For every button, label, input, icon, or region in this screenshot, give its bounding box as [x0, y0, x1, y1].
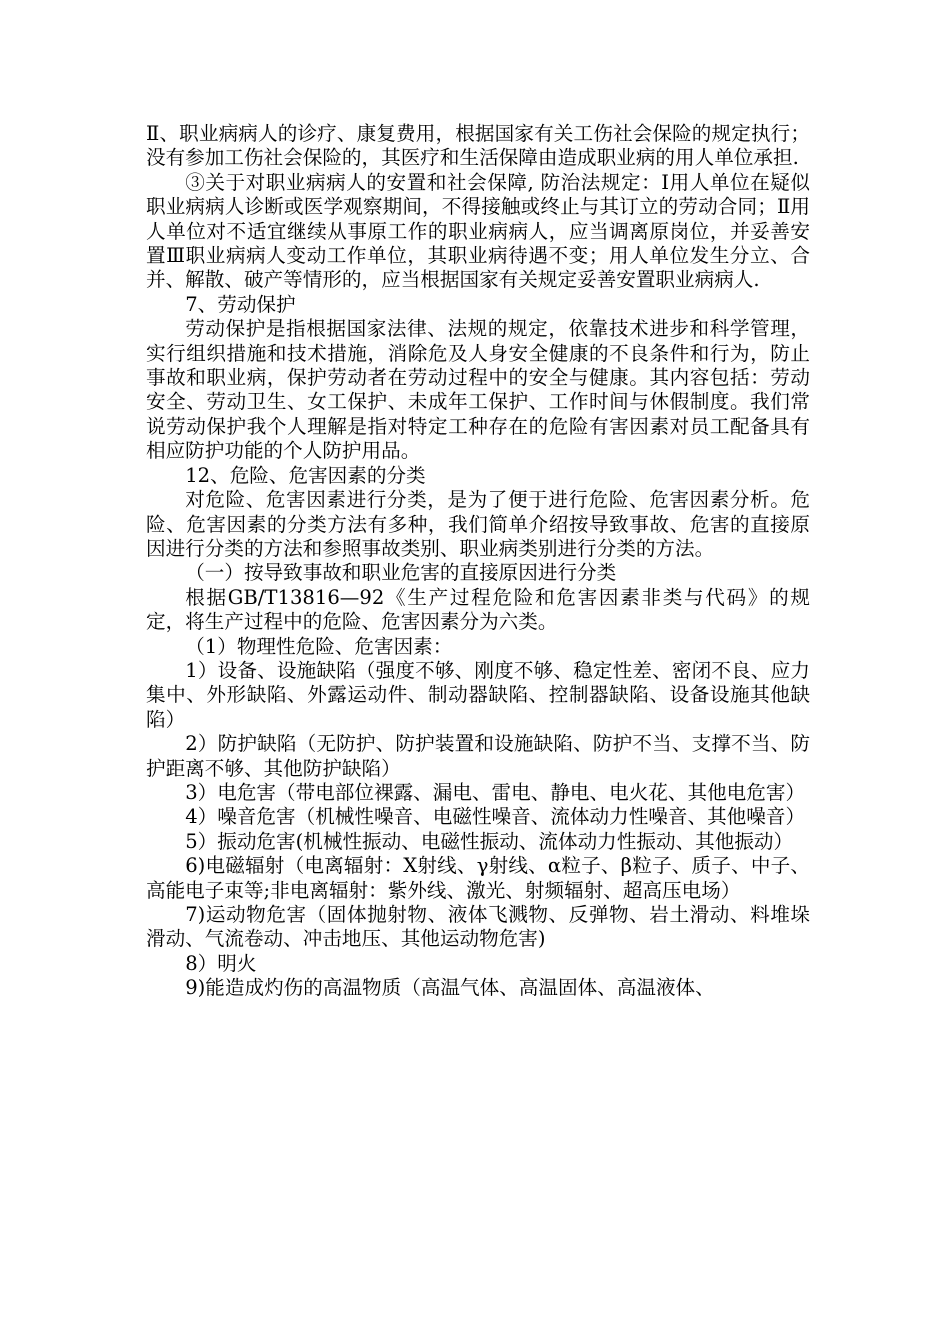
paragraph: Ⅱ、职业病病人的诊疗、康复费用，根据国家有关工伤社会保险的规定执行；没有参加工伤社会保险的，其医疗和生活保障由造成职业病的用人单位承担. — [146, 122, 810, 170]
list-item: 5）振动危害(机械性振动、电磁性振动、流体动力性振动、其他振动） — [185, 829, 794, 853]
list-item: 2）防护缺陷（无防护、防护装置和设施缺陷、防护不当、支撑不当、防护距离不够、其他防护缺陷） — [146, 732, 810, 780]
list-item: 9)能造成灼伤的高温物质（高温气体、高温固体、高温液体、 — [185, 976, 715, 1000]
paragraph: 劳动保护是指根据国家法律、法规的规定，依靠技术进步和科学管理，实行组织措施和技术措施，消除危及人身安全健康的不良条件和行为，防止事故和职业病，保护劳动者在劳动过程中的安全与健康。其内容包括：劳动安全、劳动卫生、女工保护、未成年工保护、工作时间与休假制度。我们常说劳动保护我个人理解是指对特定工种存在的危险有害因素对员工配备具有相应防护功能的个人防护用品。 — [146, 317, 810, 463]
document-body — [146, 122, 810, 1001]
list-item: 3）电危害（带电部位裸露、漏电、雷电、静电、电火花、其他电危害） — [185, 780, 806, 804]
list-item: 6)电磁辐射（电离辐射：X射线、γ射线、α粒子、β粒子、质子、中子、高能电子束等;非电离辐射：紫外线、激光、射频辐射、超高压电场） — [146, 854, 810, 902]
subsection-heading: （一）按导致事故和职业危害的直接原因进行分类 — [185, 561, 617, 585]
section-heading: 12、危险、危害因素的分类 — [185, 463, 426, 487]
list-item: 4）噪音危害（机械性噪音、电磁性噪音、流体动力性噪音、其他噪音） — [185, 805, 806, 829]
list-item: 8）明火 — [185, 951, 257, 975]
paragraph: 根据GB/T13816—92《生产过程危险和危害因素非类与代码》的规定，将生产过程中的危险、危害因素分为六类。 — [146, 585, 810, 634]
paragraph: ③关于对职业病病人的安置和社会保障, 防治法规定：Ⅰ用人单位在疑似职业病病人诊断或医学观察期间，不得接触或终止与其订立的劳动合同；Ⅱ用人单位对不适宜继续从事原工作的职业病病人，应当调离原岗位，并妥善安置Ⅲ职业病病人变动工作单位，其职业病待遇不变；用人单位发生分立、合并、解散、破产等情形的，应当根据国家有关规定妥善安置职业病病人. — [146, 170, 810, 292]
paragraph: 对危险、危害因素进行分类，是为了便于进行危险、危害因素分析。危险、危害因素的分类方法有多种，我们简单介绍按导致事故、危害的直接原因进行分类的方法和参照事故类别、职业病类别进行分类的方法。 — [146, 488, 810, 560]
section-heading: 7、劳动保护 — [185, 292, 296, 316]
subsection-heading: （1）物理性危险、危害因素： — [185, 634, 453, 658]
list-item: 7)运动物危害（固体抛射物、液体飞溅物、反弹物、岩土滑动、料堆垛滑动、气流卷动、冲击地压、其他运动物危害) — [146, 903, 810, 951]
list-item: 1）设备、设施缺陷（强度不够、刚度不够、稳定性差、密闭不良、应力集中、外形缺陷、外露运动件、制动器缺陷、控制器缺陷、设备设施其他缺陷） — [146, 658, 810, 731]
